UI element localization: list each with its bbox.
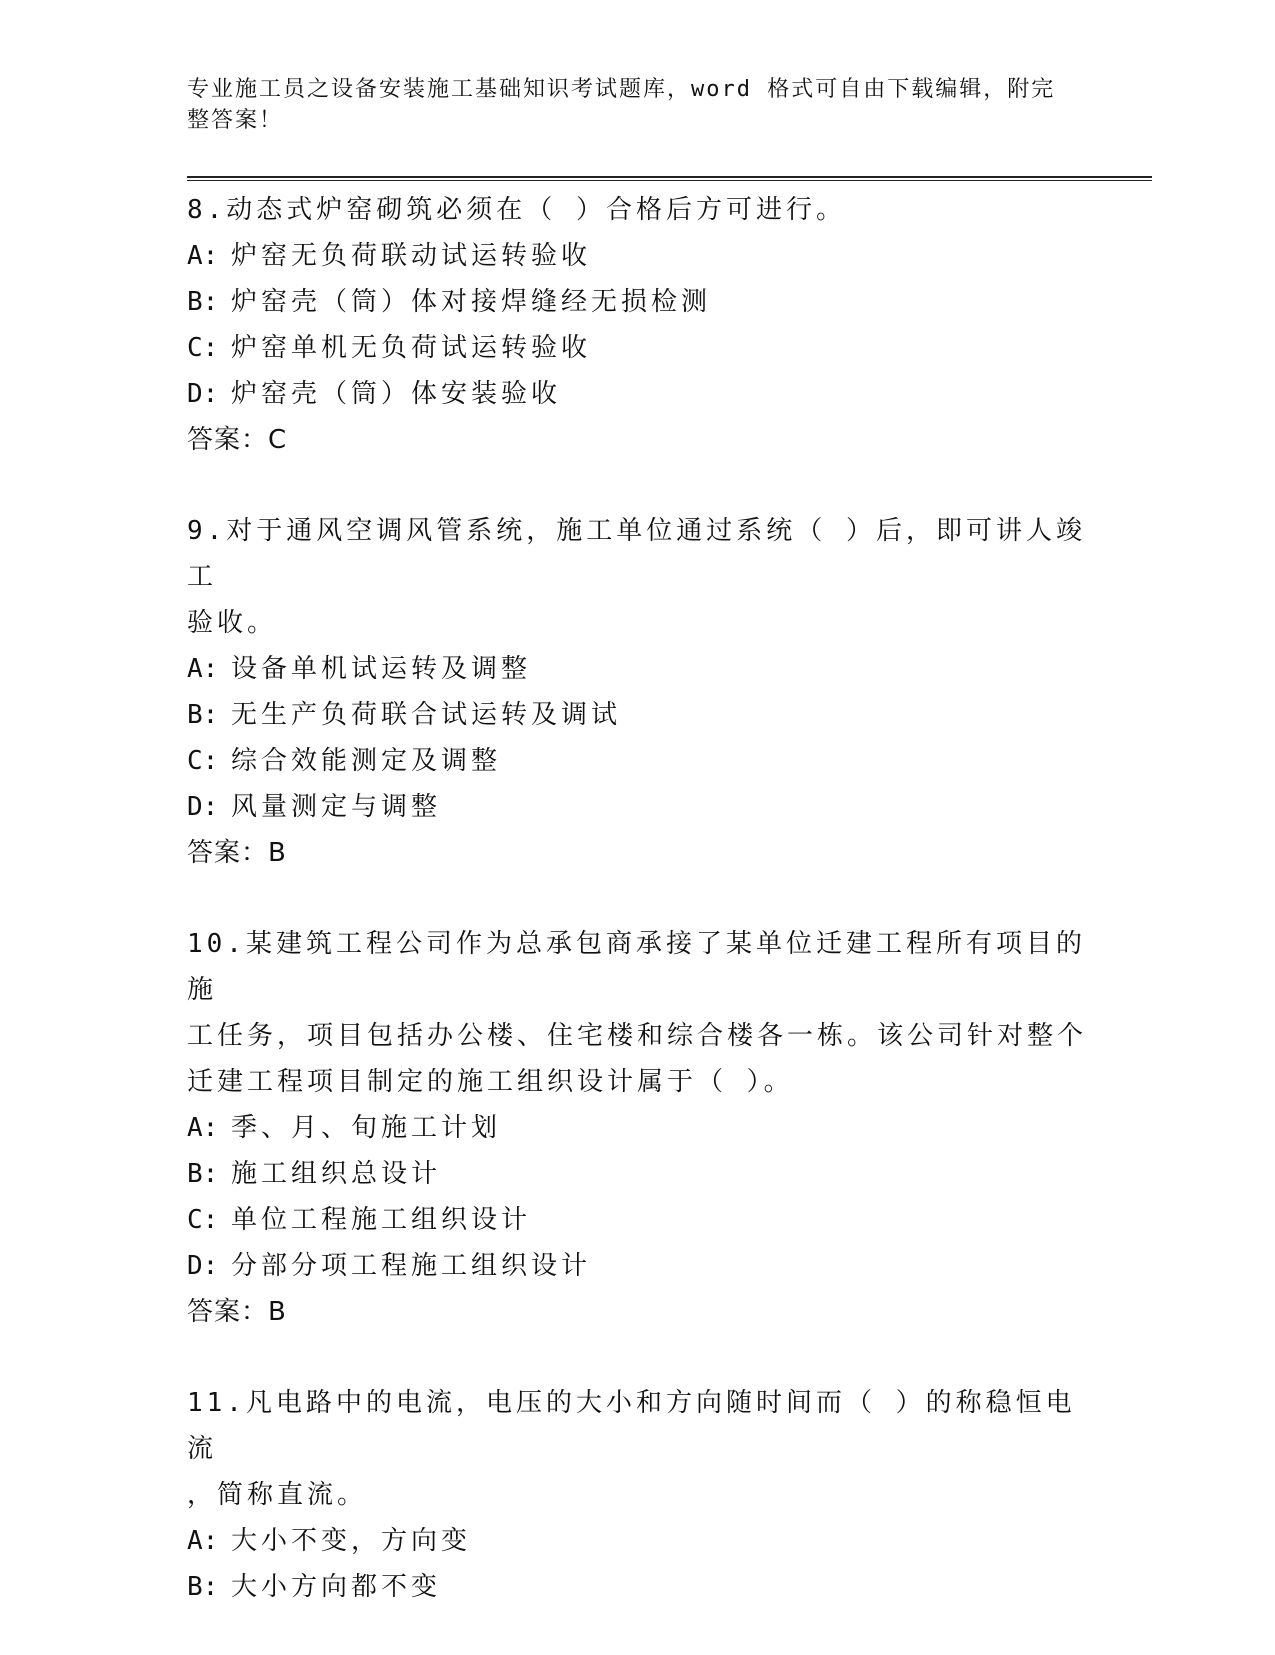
option-text: 炉窑壳（筒）体安装验收 [231, 379, 562, 409]
document-header [187, 74, 1067, 136]
option-text: 分部分项工程施工组织设计 [231, 1251, 592, 1281]
option-letter: B: [187, 700, 219, 730]
option-letter: A: [187, 654, 219, 684]
header-divider [187, 176, 1152, 181]
option-letter: B: [187, 1159, 219, 1189]
option-c [187, 325, 1087, 371]
question-text: 迁建工程项目制定的施工组织设计属于（ ）。 [187, 1067, 794, 1097]
answer-line: 答案：C [187, 425, 288, 455]
option-letter: A: [187, 1526, 219, 1556]
option-text: 季、月、旬施工计划 [231, 1113, 502, 1143]
question-9 [187, 508, 1087, 876]
option-text: 设备单机试运转及调整 [231, 654, 532, 684]
question-text: 验收。 [187, 608, 278, 638]
option-text: 大小方向都不变 [231, 1572, 442, 1602]
option-text: 风量测定与调整 [231, 792, 442, 822]
option-d [187, 371, 1087, 417]
question-list [187, 187, 1087, 1655]
option-text: 炉窑无负荷联动试运转验收 [231, 241, 592, 271]
option-a [187, 233, 1087, 279]
option-letter: C: [187, 333, 219, 363]
option-text: 综合效能测定及调整 [231, 746, 502, 776]
question-8 [187, 187, 1087, 463]
question-11 [187, 1380, 1087, 1610]
answer-line: 答案：B [187, 1297, 287, 1327]
option-d [187, 784, 1087, 830]
intro-line-1: 专业施工员之设备安装施工基础知识考试题库，word 格式可自由下载编辑，附完 [187, 77, 1056, 102]
option-letter: B: [187, 1572, 219, 1602]
option-text: 无生产负荷联合试运转及调试 [231, 700, 622, 730]
question-text: 10.某建筑工程公司作为总承包商承接了某单位迁建工程所有项目的施 [187, 929, 1086, 1005]
option-a [187, 1518, 1087, 1564]
option-a [187, 646, 1087, 692]
option-text: 单位工程施工组织设计 [231, 1205, 532, 1235]
option-c [187, 1197, 1087, 1243]
option-text: 施工组织总设计 [231, 1159, 442, 1189]
option-b [187, 1564, 1087, 1610]
option-a [187, 1105, 1087, 1151]
option-b [187, 692, 1087, 738]
question-text: 11.凡电路中的电流，电压的大小和方向随时间而（ ）的称稳恒电流 [187, 1388, 1076, 1464]
question-text: 工任务，项目包括办公楼、住宅楼和综合楼各一栋。该公司针对整个 [187, 1021, 1088, 1051]
option-letter: C: [187, 1205, 219, 1235]
option-letter: B: [187, 287, 219, 317]
option-letter: D: [187, 1251, 219, 1281]
answer-line: 答案：B [187, 838, 287, 868]
question-text: 9.对于通风空调风管系统，施工单位通过系统（ ）后，即可讲人竣工 [187, 516, 1086, 592]
question-text: 8.动态式炉窑砌筑必须在（ ）合格后方可进行。 [187, 195, 846, 225]
option-text: 炉窑单机无负荷试运转验收 [231, 333, 592, 363]
option-b [187, 1151, 1087, 1197]
option-b [187, 279, 1087, 325]
question-10 [187, 921, 1087, 1335]
option-text: 大小不变，方向变 [231, 1526, 472, 1556]
option-letter: D: [187, 792, 219, 822]
option-letter: C: [187, 746, 219, 776]
option-letter: A: [187, 1113, 219, 1143]
option-letter: A: [187, 241, 219, 271]
option-c [187, 738, 1087, 784]
option-text: 炉窑壳（筒）体对接焊缝经无损检测 [231, 287, 712, 317]
option-d [187, 1243, 1087, 1289]
question-text: ，简称直流。 [187, 1480, 368, 1510]
option-letter: D: [187, 379, 219, 409]
intro-line-2: 整答案！ [187, 108, 284, 133]
